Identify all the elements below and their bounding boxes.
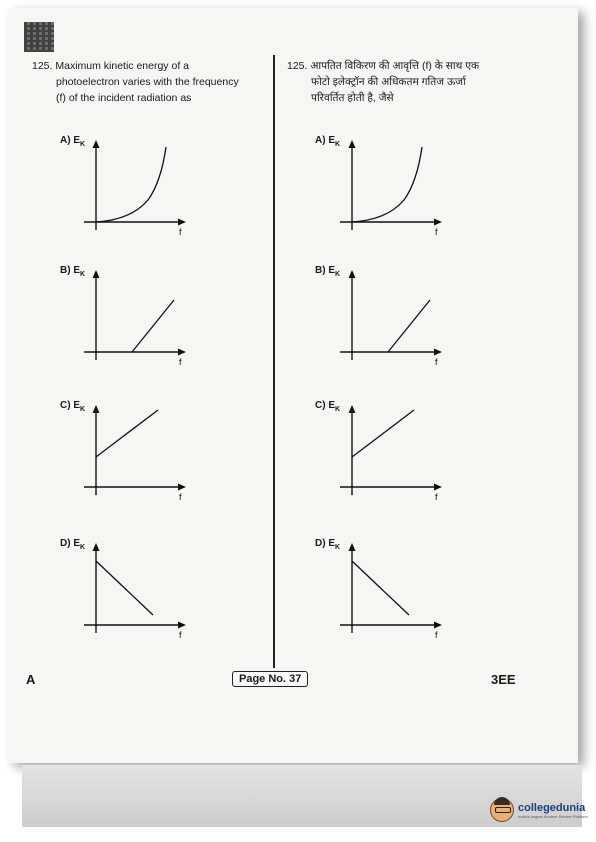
svg-text:f: f (179, 227, 182, 237)
section-label: A (26, 672, 36, 687)
option-d-graph (340, 537, 450, 640)
option-d-label: D) $E_K$ (60, 538, 86, 551)
option-c-label: C) $E_K$ (315, 400, 341, 413)
svg-text:f: f (435, 227, 438, 237)
option-c-graph (84, 399, 194, 502)
svg-text:f: f (179, 492, 182, 502)
question-hi-line-3: परिवर्तित होती है, जैसे (311, 92, 394, 104)
brand-watermark (490, 798, 588, 822)
option-b-label: B) $E_K$ (315, 265, 341, 278)
question-hi-line-2: फोटो इलेक्ट्रॉन की अधिकतम गतिज ऊर्जा (311, 76, 466, 88)
option-c-label: C) $E_K$ (60, 400, 86, 413)
question-en-line-2: photoelectron varies with the frequency (56, 76, 239, 88)
question-hindi (287, 58, 479, 106)
option-a-graph (340, 134, 450, 237)
option-b-graph (340, 264, 450, 367)
page-number: Page No. 37 (232, 671, 308, 687)
svg-text:f: f (435, 492, 438, 502)
question-en-line-1: 125. Maximum kinetic energy of a (32, 60, 189, 72)
column-divider (273, 55, 275, 668)
svg-text:f: f (435, 630, 438, 640)
question-en-line-3: (f) of the incident radiation as (56, 92, 192, 104)
brand-tagline: India's largest Student Review Platform (518, 813, 588, 819)
svg-text:f: f (179, 630, 182, 640)
option-d-graph (84, 537, 194, 640)
question-english (32, 58, 239, 106)
option-b-graph (84, 264, 194, 367)
svg-text:f: f (435, 357, 438, 367)
option-a-label: A) $E_K$ (315, 135, 341, 148)
option-c-graph (340, 399, 450, 502)
brand-logo-icon (490, 798, 514, 822)
svg-text:f: f (179, 357, 182, 367)
brand-name: collegedunia (518, 801, 586, 814)
qr-code (24, 22, 54, 52)
option-a-label: A) $E_K$ (60, 135, 86, 148)
exam-page (8, 8, 578, 763)
paper-code: 3EE (491, 672, 516, 687)
option-b-label: B) $E_K$ (60, 265, 86, 278)
question-hi-line-1: 125. आपतित विकिरण की आवृत्ति (f) के साथ एक (287, 60, 480, 72)
option-d-label: D) $E_K$ (315, 538, 341, 551)
option-a-graph (84, 134, 194, 237)
